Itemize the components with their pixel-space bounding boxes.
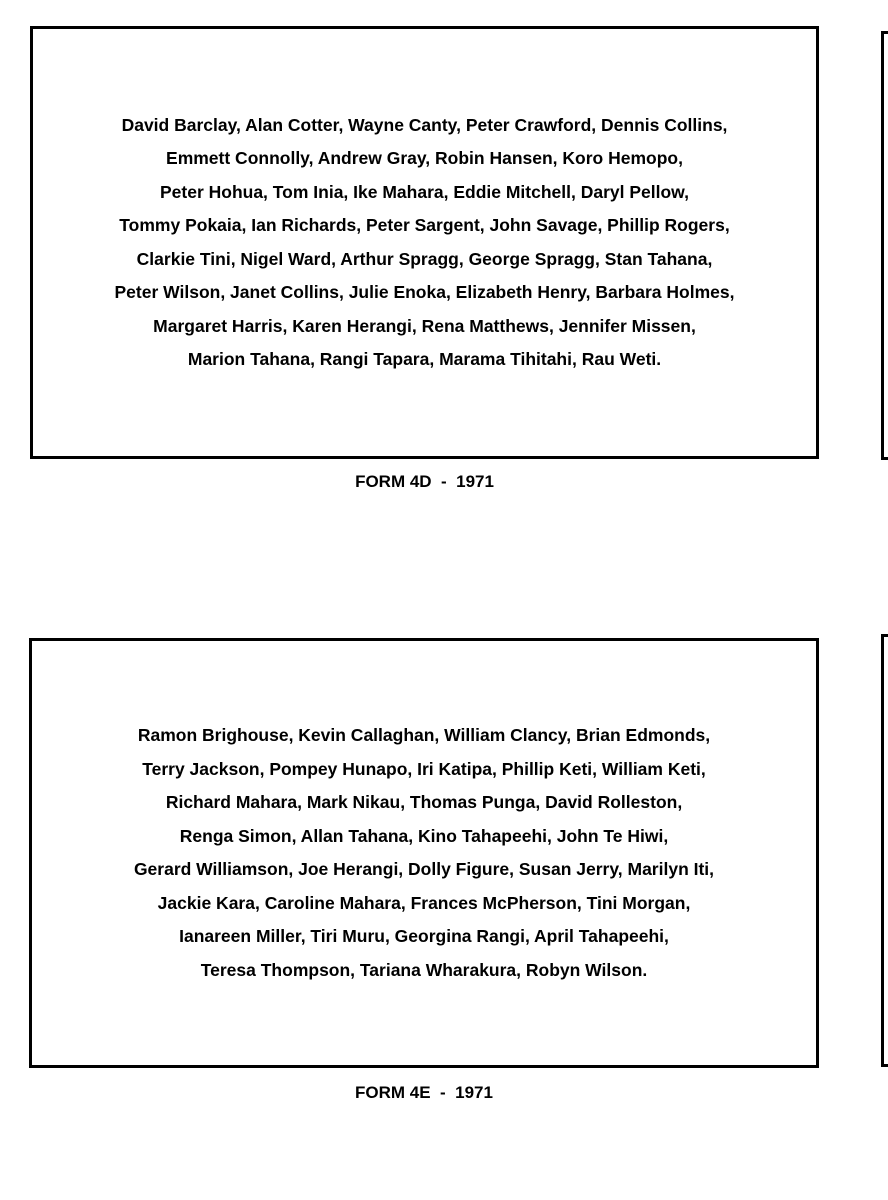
form-4e-line-2: Terry Jackson, Pompey Hunapo, Iri Katipa, Phillip Keti, William Keti, (142, 758, 706, 779)
form-4d-name-box (30, 26, 819, 459)
form-4e-line-6: Jackie Kara, Caroline Mahara, Frances McPherson, Tini Morgan, (157, 892, 691, 913)
form-4e-line-5: Gerard Williamson, Joe Herangi, Dolly Figure, Susan Jerry, Marilyn Iti, (133, 859, 715, 879)
form-4e-name-box (29, 638, 819, 1068)
form-4d-line-4: Tommy Pokaia, Ian Richards, Peter Sargent, John Savage, Phillip Rogers, (119, 215, 730, 235)
form-4d-line-5: Clarkie Tini, Nigel Ward, Arthur Spragg, George Spragg, Stan Tahana, (136, 248, 713, 269)
form-4e-caption: FORM 4E - 1971 (355, 1083, 493, 1102)
form-4d-line-7: Margaret Harris, Karen Herangi, Rena Matthews, Jennifer Missen, (153, 315, 696, 336)
adjacent-column-box-bottom (881, 634, 888, 1067)
adjacent-column-box-top (881, 31, 888, 460)
form-4d-line-3: Peter Hohua, Tom Inia, Ike Mahara, Eddie Mitchell, Daryl Pellow, (159, 181, 690, 202)
form-4d-line-6: Peter Wilson, Janet Collins, Julie Enoka, Elizabeth Henry, Barbara Holmes, (114, 282, 735, 302)
form-4d-caption: FORM 4D - 1971 (355, 472, 494, 491)
form-4e-line-8: Teresa Thompson, Tariana Wharakura, Robyn Wilson. (200, 959, 648, 980)
form-4e-line-7: Ianareen Miller, Tiri Muru, Georgina Rangi, April Tahapeehi, (179, 926, 669, 946)
form-4d-line-2: Emmett Connolly, Andrew Gray, Robin Hansen, Koro Hemopo, (166, 148, 683, 168)
form-4d-line-1: David Barclay, Alan Cotter, Wayne Canty, Peter Crawford, Dennis Collins, (121, 114, 728, 135)
form-4e-line-3: Richard Mahara, Mark Nikau, Thomas Punga, David Rolleston, (165, 792, 683, 812)
form-4e-line-4: Renga Simon, Allan Tahana, Kino Tahapeehi, John Te Hiwi, (179, 825, 669, 846)
form-4e-line-1: Ramon Brighouse, Kevin Callaghan, William Clancy, Brian Edmonds, (137, 725, 711, 745)
form-4d-line-8: Marion Tahana, Rangi Tapara, Marama Tihitahi, Rau Weti. (187, 349, 662, 369)
